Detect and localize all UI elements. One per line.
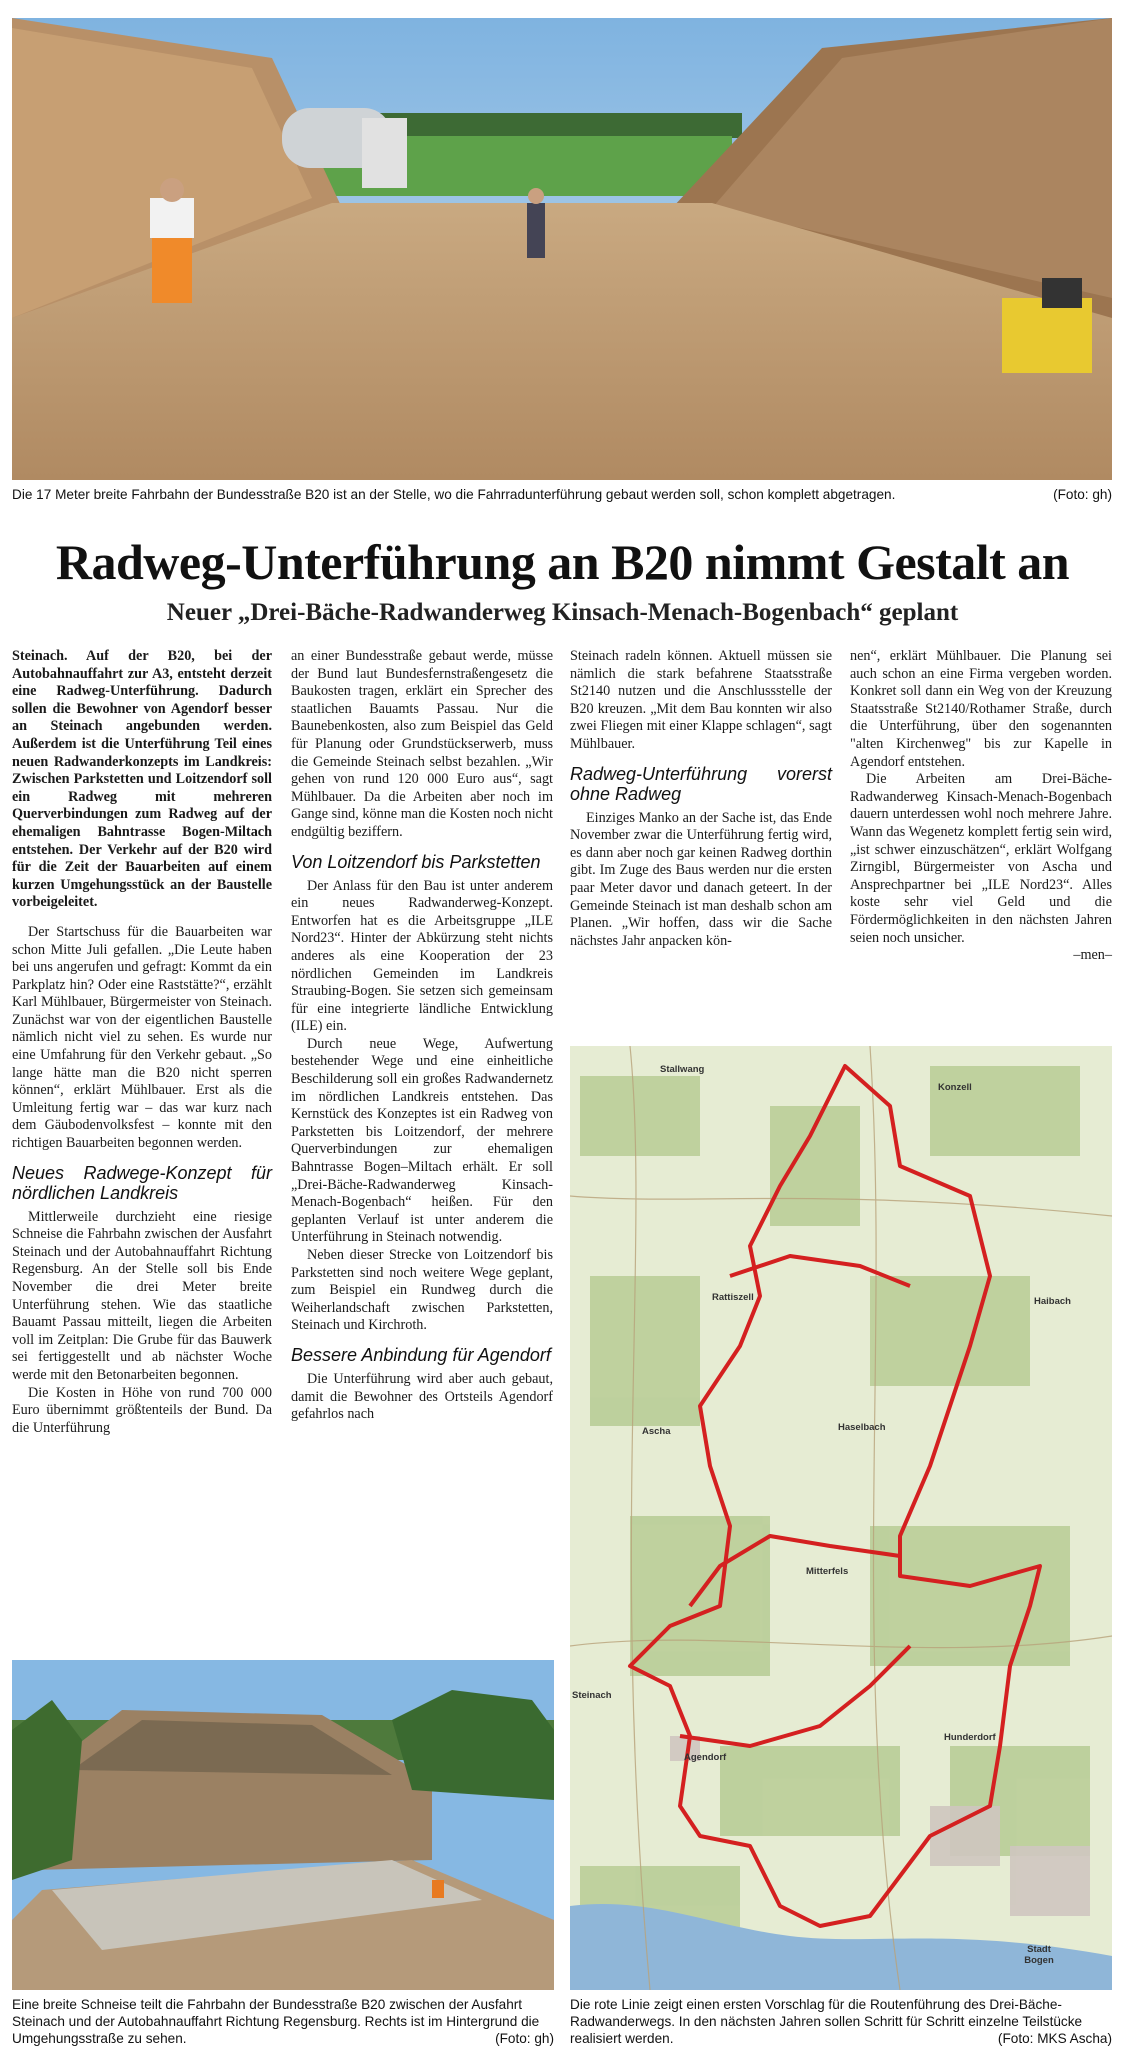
article-paragraph: Die Kosten in Höhe von rund 700 000 Euro übernimmt größtenteils der Bund. Da die Unterführung bbox=[12, 1384, 272, 1436]
map-label-konzell: Konzell bbox=[938, 1082, 972, 1093]
map-label-rattiszell: Rattiszell bbox=[712, 1292, 754, 1303]
map-label-mitterfels: Mitterfels bbox=[806, 1566, 849, 1577]
map-label-hunderdorf: Hunderdorf bbox=[944, 1732, 996, 1743]
author-signature: –men– bbox=[1073, 947, 1112, 964]
article-paragraph: Durch neue Wege, Aufwertung bestehender Wege und eine einheitliche Beschilderung soll ein großes Radwandernetz im nördlichen Landkreis entstehen. Das Kernstück des Konzeptes ist ein Radweg von Parkstetten bis Loitzendorf, der mehrere Querverbindungen zur ehemaligen Bahntrasse Bogen–Miltach erhält. Er soll „Drei-Bäche-Radwanderweg Kinsach-Menach-Bogenbach“ heißen. Für den geplanten Verlauf ist unter anderem die Unterführung in Steinach notwendig. bbox=[291, 1035, 553, 1246]
photo-top-caption-text: Die 17 Meter breite Fahrbahn der Bundesstraße B20 ist an der Stelle, wo die Fahrradunterführung gebaut werden soll, schon komplett abgetragen. bbox=[12, 487, 896, 502]
subheadline: Neuer „Drei-Bäche-Radwanderweg Kinsach-Menach-Bogenbach“ geplant bbox=[166, 599, 959, 626]
map-label-steinach: Steinach bbox=[572, 1690, 612, 1701]
photo-bottom-credit: (Foto: gh) bbox=[489, 2030, 554, 2047]
section-heading: Von Loitzendorf bis Parkstetten bbox=[291, 851, 541, 872]
article-column-2 bbox=[291, 648, 553, 1424]
map-label-haibach: Haibach bbox=[1034, 1296, 1071, 1307]
map-credit: (Foto: MKS Ascha) bbox=[992, 2030, 1112, 2047]
article-paragraph: Steinach radeln können. Aktuell müssen sie nämlich die stark befahrene Staatsstraße St2140 nutzen und die Anschlussstelle der B20 kreuzen. „Mit dem Bau konnten wir also zwei Fliegen mit einer Klappe schlagen“, sagt Mühlbauer. bbox=[570, 648, 832, 752]
photo-top-caption bbox=[12, 486, 1112, 503]
article-paragraph: Mittlerweile durchzieht eine riesige Schneise die Fahrbahn zwischen der Ausfahrt Steinach und der Autobahnauffahrt Richtung Regensburg. An der Stelle soll bis Ende November die drei Meter breite Unterführung stehen. Wie das staatliche Bauamt Passau mitteilt, liegen die Arbeiten voll im Zeitplan: Die Grube für das Bauwerk sei fertiggestellt und ab nächster Woche werde mit den Betonarbeiten begonnen. bbox=[12, 1208, 272, 1383]
photo-bottom-caption-text: Eine breite Schneise teilt die Fahrbahn der Bundesstraße B20 zwischen der Ausfahrt Steinach und der Autobahnauffahrt Richtung Regensburg. Rechts ist im Hintergrund die Umgehungsstraße zu sehen. bbox=[12, 1997, 540, 2046]
article-paragraph: Neben dieser Strecke von Loitzendorf bis Parkstetten sind noch weitere Wege geplant, zum Beispiel ein Rundweg durch die Weiherlandschaft zwischen Parkstetten, Steinach und Kirchroth. bbox=[291, 1247, 553, 1334]
photo-top-credit: (Foto: gh) bbox=[1047, 486, 1112, 503]
section-heading: Bessere Anbindung für Agendorf bbox=[291, 1344, 551, 1365]
section-heading: Neues Radwege-Konzept für nördlichen Landkreis bbox=[12, 1162, 272, 1203]
article-lead: Steinach. Auf der B20, bei der Autobahnauffahrt zur A3, entsteht derzeit eine Radweg-Unterführung. Dadurch sollen die Bewohner von Agendorf besser an Steinach angebunden werden. Außerdem ist die Unterführung Teil eines neuen Radwanderkonzepts im Landkreis: Zwischen Parkstetten und Loitzendorf soll ein Radweg mit mehreren Querverbindungen zum Radweg auf der ehemaligen Bahntrasse Bogen-Miltach entstehen. Der Verkehr auf der B20 wird für die Zeit der Bauarbeiten auf einem kurzen Umgehungsstück an der Baustelle vorbeigeleitet. bbox=[12, 648, 272, 911]
article-paragraph: Der Startschuss für die Bauarbeiten war schon Mitte Juli gefallen. „Die Leute haben bei uns angerufen und gefragt: Kommt da ein Parkplatz hin? Oder eine Raststätte?“, erzählt Karl Mühlbauer, Bürgermeister von Steinach. Zunächst war von der eigentlichen Baustelle nämlich nicht viel zu sehen. Es wurde nur eine Umfahrung für den Verkehr gebaut. „So lange hätte man die B20 nicht sperren können“, erklärt Mühlbauer. Erst als die Umleitung fertig war – das war kurz nach dem Gäubodenvolksfest – konnte mit den richtigen Bauarbeiten begonnen werden. bbox=[12, 923, 272, 1152]
article-paragraph: Einziges Manko an der Sache ist, das Ende November zwar die Unterführung fertig wird, es dann aber noch gar keinen Radweg dorthin gibt. Im Zuge des Baus werden nur die ersten paar Meter davor und danach geteert. In der Gemeinde Steinach ist man deshalb schon am Planen. „Wir hoffen, dass wir die Sache nächstes Jahr anpacken kön- bbox=[570, 809, 832, 949]
route-map bbox=[570, 1046, 1112, 1990]
map-caption bbox=[570, 1996, 1112, 2047]
map-caption-text: Die rote Linie zeigt einen ersten Vorschlag für die Routenführung des Drei-Bäche-Radwanderwegs. In den nächsten Jahren sollen Schritt für Schritt einzelne Teilstücke realisiert werden. bbox=[570, 1997, 1083, 2046]
article-paragraph: nen“, erklärt Mühlbauer. Die Planung sei auch schon an eine Firma vergeben worden. Konkret soll dann ein Weg von der Kreuzung Staatsstraße St2140/Rothamer Straße, durch die Unterführung, über den sogenannten "alten Kirchenweg" bis zur Kapelle in Agendorf entstehen. bbox=[850, 648, 1112, 770]
article-paragraph: Die Arbeiten am Drei-Bäche-Radwanderweg Kinsach-Menach-Bogenbach dauern unterdessen wohl noch mehrere Jahre. Wann das Wegenetz komplett fertig sein wird, „ist schwer einzuschätzen“, erklärt Wolfgang Zirngibl, Bürgermeister von Ascha und Ansprechpartner bei „ILE Nord23“. Alles koste sehr viel Geld und die Fördermöglichkeiten in den nächsten Jahren seien noch unsicher. bbox=[850, 771, 1112, 946]
map-label-ascha: Ascha bbox=[642, 1426, 671, 1437]
section-heading: Radweg-Unterführung vorerst ohne Radweg bbox=[570, 763, 832, 804]
construction-photo-top bbox=[12, 18, 1112, 480]
article-column-1 bbox=[12, 648, 272, 1437]
map-label-stallwang: Stallwang bbox=[660, 1064, 705, 1075]
article-column-4 bbox=[850, 648, 1112, 965]
article-paragraph: an einer Bundesstraße gebaut werde, müsse der Bund laut Bundesfernstraßengesetz die Baukosten tragen, erklärt ein Sprecher des staatlichen Bauamts Passau. Nur die Baunebenkosten, also zum Beispiel das Geld für Planung oder Grundstückserwerb, muss die Gemeinde Steinach selbst bezahlen. „Wir gehen von rund 120 000 Euro aus“, sagt Mühlbauer. Da die Arbeiten aber noch im Gange sind, könne man die Kosten noch nicht endgültig beziffern. bbox=[291, 648, 553, 840]
construction-photo-bottom bbox=[12, 1660, 554, 1990]
map-label-haselbach: Haselbach bbox=[838, 1422, 886, 1433]
photo-bottom-caption bbox=[12, 1996, 554, 2047]
headline: Radweg-Unterführung an B20 nimmt Gestalt an bbox=[55, 534, 1070, 590]
article-paragraph: Der Anlass für den Bau ist unter anderem ein neues Radwanderweg-Konzept. Entworfen hat es die Arbeitsgruppe „ILE Nord23“. Hinter der Abkürzung steht nichts anderes als eine Kooperation der 23 nördlichen Gemeinden im Landkreis Straubing-Bogen. Sie setzen sich gemeinsam für eine integrierte ländliche Entwicklung (ILE) ein. bbox=[291, 877, 553, 1035]
article-paragraph: Die Unterführung wird aber auch gebaut, damit die Bewohner des Ortsteils Agendorf gefahrlos nach bbox=[291, 1370, 553, 1423]
map-label-stadt-bogen: Stadt Bogen bbox=[1024, 1944, 1054, 1966]
map-label-agendorf: Agendorf bbox=[684, 1752, 727, 1763]
article-column-3 bbox=[570, 648, 832, 950]
